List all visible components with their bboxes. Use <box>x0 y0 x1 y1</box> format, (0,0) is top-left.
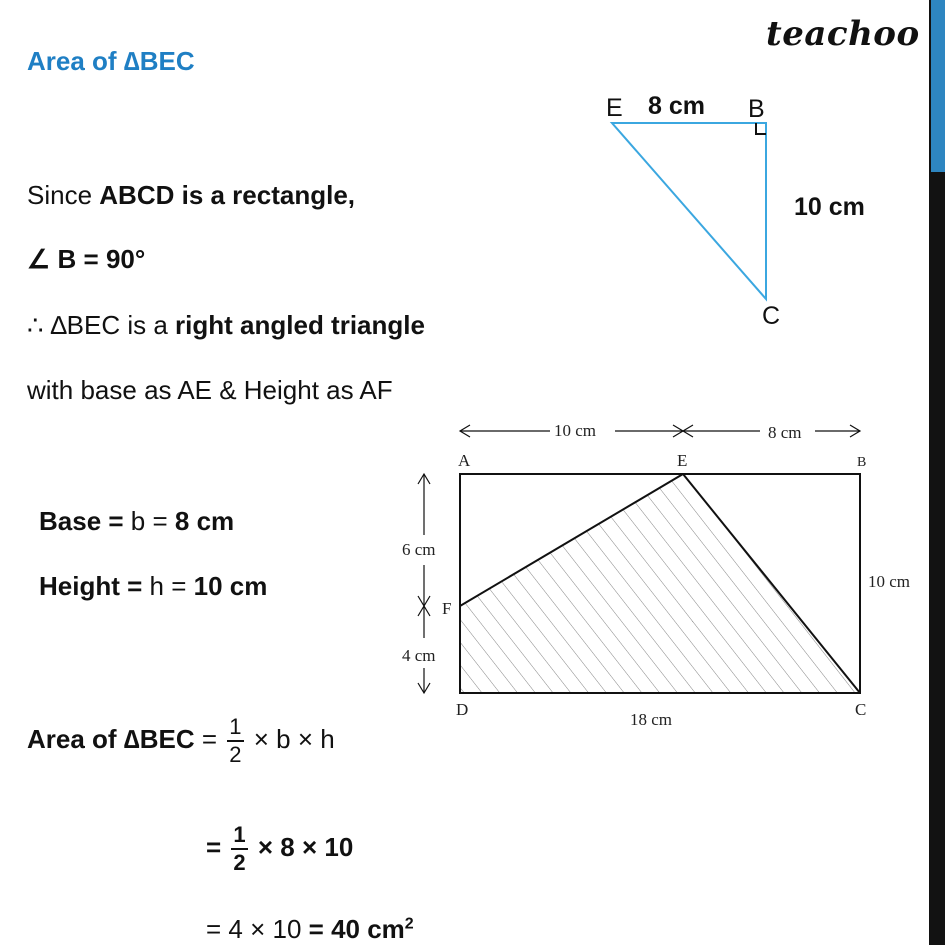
section-heading: Area of ∆BEC <box>27 46 195 76</box>
triangle-label-c: C <box>762 302 781 330</box>
teachoo-logo: teachoo <box>766 14 920 54</box>
dim-top-right-label: 8 cm <box>768 423 802 442</box>
formula-label: Area of ∆BEC <box>27 723 195 754</box>
dim-left-bottom-label: 4 cm <box>402 646 436 665</box>
step3-result <box>309 914 414 944</box>
fraction-denominator: 2 <box>229 742 242 767</box>
fraction-numerator: 1 <box>227 716 243 742</box>
base-symbol: b = <box>123 506 175 536</box>
base-label: Base = <box>39 506 124 536</box>
dim-top-left-label: 10 cm <box>554 421 597 440</box>
step2-equals: = <box>206 831 229 862</box>
right-triangle-statement <box>27 310 425 341</box>
vertex-label-e: E <box>677 451 688 470</box>
base-value: 8 cm <box>174 506 235 536</box>
triangle-label-e: E <box>606 94 623 122</box>
vertex-label-f: F <box>442 599 452 618</box>
base-height-statement: with base as AE & Height as AF <box>27 375 393 405</box>
half-fraction <box>227 716 243 766</box>
area-step-3 <box>206 914 414 945</box>
height-line <box>39 571 267 602</box>
formula-equals: = <box>194 723 225 754</box>
triangle-top-length: 8 cm <box>648 92 705 120</box>
therefore-bold-text: right angled triangle <box>175 310 425 340</box>
step3-bold: = 40 cm <box>308 914 405 944</box>
step3-plain: = 4 × 10 <box>206 914 309 944</box>
vertex-label-b: B <box>857 455 867 470</box>
triangle-label-b: B <box>748 95 765 123</box>
area-step-2 <box>206 824 353 874</box>
since-bold-text: ABCD is a rectangle, <box>99 180 356 210</box>
triangle-bec <box>612 123 766 299</box>
area-formula <box>27 716 335 766</box>
step3-superscript: 2 <box>404 915 414 933</box>
angle-statement: ∠ B = 90° <box>27 244 146 274</box>
scrollbar-thumb[interactable] <box>931 0 945 172</box>
dim-left-top-label: 6 cm <box>402 540 436 559</box>
height-symbol: h = <box>142 571 194 601</box>
vertex-label-c: C <box>855 700 867 719</box>
base-line <box>39 506 234 537</box>
triangle-bec-figure <box>590 80 890 340</box>
step2-rest: × 8 × 10 <box>250 831 354 862</box>
rectangle-statement <box>27 180 355 211</box>
rectangle-abcd-figure <box>385 410 930 740</box>
height-value: 10 cm <box>193 571 268 601</box>
therefore-text: ∴ ∆BEC is a <box>27 310 176 340</box>
since-text: Since <box>27 180 100 210</box>
formula-rest: × b × h <box>246 723 335 754</box>
step2-fraction <box>231 824 247 874</box>
height-label: Height = <box>39 571 143 601</box>
vertex-label-a: A <box>458 451 471 470</box>
dim-bottom-label: 18 cm <box>630 710 673 729</box>
shaded-region <box>460 474 860 693</box>
step2-denominator: 2 <box>233 850 246 875</box>
step2-numerator: 1 <box>231 824 247 850</box>
dim-right-label: 10 cm <box>868 572 911 591</box>
right-angle-marker <box>756 123 766 134</box>
vertex-label-d: D <box>456 700 469 719</box>
triangle-side-length: 10 cm <box>794 193 865 221</box>
